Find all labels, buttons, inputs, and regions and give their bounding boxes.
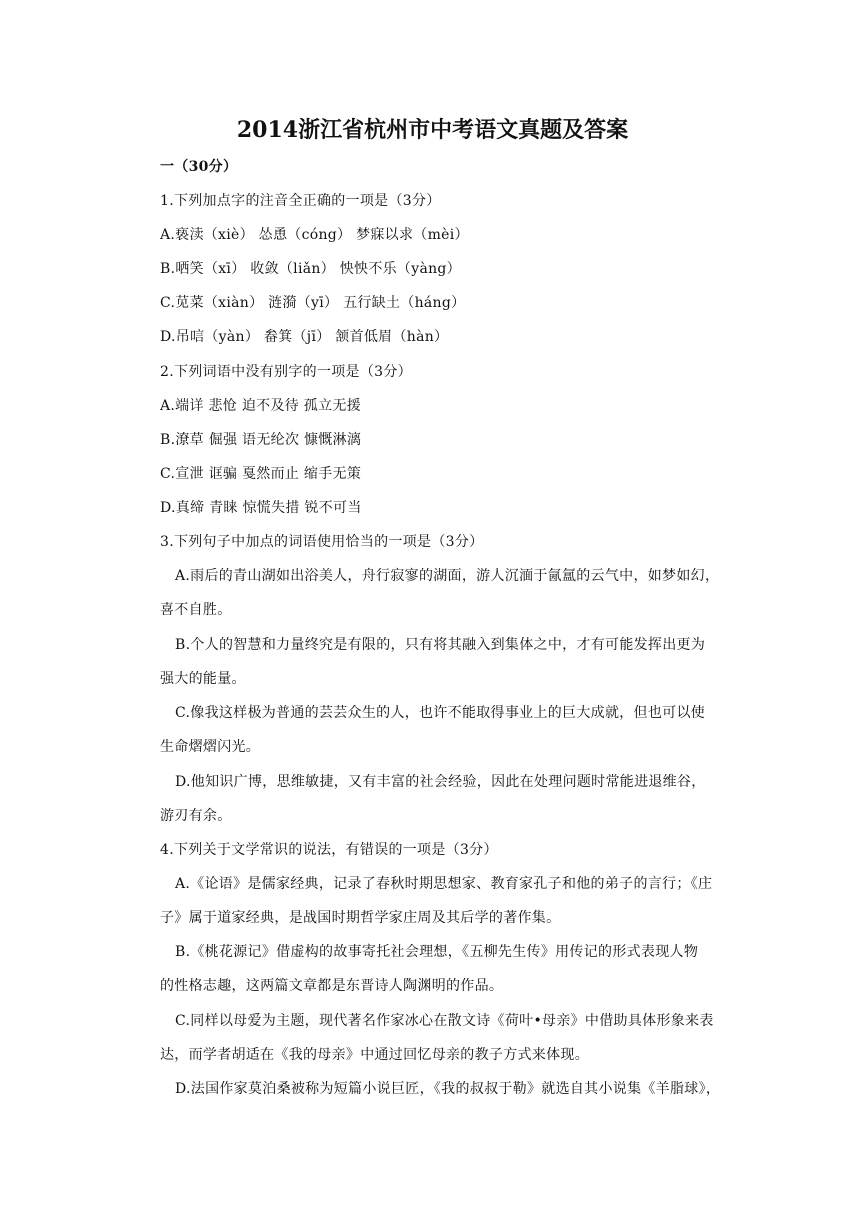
question-3-option-b-line-2: 强大的能量。 [160,671,246,687]
question-3-option-b-line-1: B.个人的智慧和力量终究是有限的，只有将其融入到集体之中，才有可能发挥出更为 [175,637,706,653]
page-title: 2014浙江省杭州市中考语文真题及答案 [236,117,629,143]
question-3-option-c-line-2: 生命熠熠闪光。 [160,739,261,755]
question-2-option-b: B.潦草 倔强 语无纶次 慷慨淋漓 [160,432,362,448]
question-3-option-a-line-2: 喜不自胜。 [160,602,232,618]
question-1-option-a: A.亵渎（xiè） 怂恿（cóng） 梦寐以求（mèi） [160,227,469,243]
question-2-option-d: D.真缔 青睐 惊慌失措 锐不可当 [160,500,362,516]
question-1-option-d: D.吊唁（yàn） 畚箕（jī） 颔首低眉（hàn） [160,329,449,345]
question-2-option-a: A.端详 悲怆 迫不及待 孤立无援 [160,398,362,414]
question-2-option-c: C.宣泄 诓骗 戛然而止 缩手无策 [160,466,362,482]
question-1-option-b: B.哂笑（xī） 收敛（liǎn） 怏怏不乐（yàng） [160,261,461,277]
question-1-stem: 1.下列加点字的注音全正确的一项是（3分） [160,193,441,209]
question-1-option-c: C.苋菜（xiàn） 涟漪（yī） 五行缺土（háng） [160,295,466,311]
question-4-option-b-line-1: B.《桃花源记》借虚构的故事寄托社会理想，《五柳先生传》用传记的形式表现人物 [175,944,699,960]
question-4-option-c-line-1: C.同样以母爱为主题，现代著名作家冰心在散文诗《荷叶•母亲》中借助具体形象来表 [175,1013,714,1029]
question-4-option-d-line-1: D.法国作家莫泊桑被称为短篇小说巨匠，《我的叔叔于勒》就选自其小说集《羊脂球》， [175,1081,721,1097]
question-4-option-a-line-2: 子》属于道家经典，是战国时期哲学家庄周及其后学的著作集。 [160,910,561,926]
question-3-option-d-line-1: D.他知识广博，思维敏捷，又有丰富的社会经验，因此在处理问题时常能进退维谷， [175,774,706,790]
question-3-option-d-line-2: 游刃有余。 [160,808,232,824]
question-4-stem: 4.下列关于文学常识的说法，有错误的一项是（3分） [160,842,498,858]
question-3-option-a-line-1: A.雨后的青山湖如出浴美人，舟行寂寥的湖面，游人沉湎于氤氲的云气中，如梦如幻， [175,568,720,584]
question-4-option-a-line-1: A.《论语》是儒家经典，记录了春秋时期思想家、教育家孔子和他的弟子的言行；《庄 [175,876,713,892]
question-4-option-b-line-2: 的性格志趣，这两篇文章都是东晋诗人陶渊明的作品。 [160,978,504,994]
question-4-option-c-line-2: 达，而学者胡适在《我的母亲》中通过回忆母亲的教子方式来体现。 [160,1047,589,1063]
question-3-option-c-line-1: C.像我这样极为普通的芸芸众生的人，也许不能取得事业上的巨大成就，但也可以使 [175,705,706,721]
question-2-stem: 2.下列词语中没有别字的一项是（3分） [160,364,412,380]
question-3-stem: 3.下列句子中加点的词语使用恰当的一项是（3分） [160,534,484,550]
section-heading: 一（30分） [160,159,238,175]
